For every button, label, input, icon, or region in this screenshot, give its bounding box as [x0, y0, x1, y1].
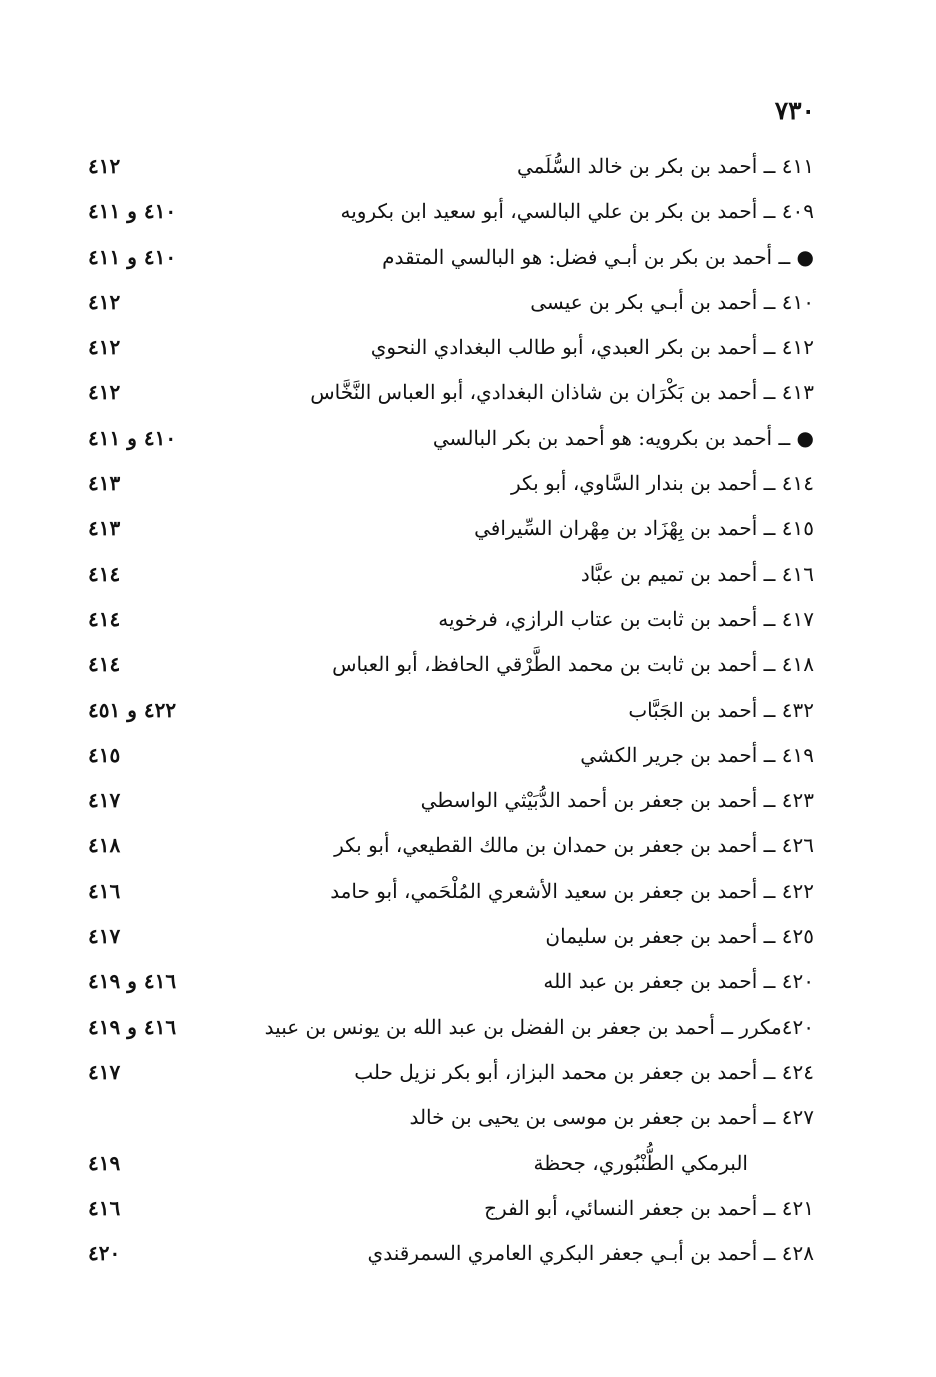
entry-page-refs: ٤١٠ و ٤١١: [88, 244, 177, 269]
index-entry-row: [0, 644, 936, 689]
index-entry-row: [0, 554, 936, 599]
entry-name: ٤٢٢ ــ أحمد بن جعفر بن سعيد الأشعري المُلْحَمي، أبو حامد: [330, 878, 814, 903]
index-entry-row: [0, 372, 936, 417]
index-entry-row: [0, 780, 936, 825]
entry-page-refs: ٤١٣: [88, 516, 121, 541]
entry-name: ٤١٧ ــ أحمد بن ثابت بن عتاب الرازي، فرخويه: [438, 606, 814, 631]
entry-name: ٤٣٢ ــ أحمد بن الجَبَّاب: [628, 697, 814, 722]
entry-page-refs: ٤١٤: [88, 606, 121, 631]
entry-page-refs: ٤١٥: [88, 742, 121, 767]
entry-name: ٤١٢ ــ أحمد بن بكر العبدي، أبو طالب البغدادي النحوي: [370, 335, 814, 360]
entry-page-refs: ٤١٢: [88, 335, 121, 360]
index-entry-row: [0, 1233, 936, 1278]
entry-name: ٤٢٨ ــ أحمد بن أبـي جعفر البكري العامري السمرقندي: [367, 1241, 814, 1266]
entry-name: ٤١٠ ــ أحمد بن أبـي بكر بن عيسى: [530, 289, 814, 314]
entry-page-refs: ٤١٢: [88, 380, 121, 405]
index-entry-row: [0, 599, 936, 644]
entry-page-refs: ٤١٦: [88, 1195, 121, 1220]
entry-page-refs: ٤١٨: [88, 833, 121, 858]
entry-page-refs: ٤١٦: [88, 878, 121, 903]
index-entry-row: [0, 146, 936, 191]
entry-name: ٤١٥ ــ أحمد بن بِهْزَاد بن مِهْران السِّيرافي: [474, 516, 814, 541]
index-entry-row: [0, 871, 936, 916]
index-entry-row: [0, 327, 936, 372]
entry-name: ٤٠٩ ــ أحمد بن بكر بن علي البالسي، أبو سعيد ابن بكرويه: [340, 199, 814, 224]
entry-name: ٤١٨ ــ أحمد بن ثابت بن محمد الطَّرْقي الحافظ، أبو العباس: [332, 652, 814, 677]
index-entry-row: [0, 1007, 936, 1052]
entry-name: ٤٢٠مكرر ــ أحمد بن جعفر بن الفضل بن عبد الله بن يونس بن عبيد: [264, 1014, 814, 1039]
index-entry-row: [0, 961, 936, 1006]
index-entry-row: [0, 1143, 936, 1188]
index-entry-row: [0, 463, 936, 508]
index-entry-row: [0, 282, 936, 327]
entry-name: ٤٢٠ ــ أحمد بن جعفر بن عبد الله: [543, 969, 814, 994]
index-entry-row: [0, 191, 936, 236]
entry-name: ٤١٤ ــ أحمد بن بندار السَّاوي، أبو بكر: [511, 471, 814, 496]
entry-name: ● ــ أحمد بن بكرويه: هو أحمد بن بكر البالسي: [432, 425, 814, 450]
entry-name: ٤٢١ ــ أحمد بن جعفر النسائي، أبو الفرج: [484, 1195, 814, 1220]
entry-name: ٤١٣ ــ أحمد بن بَكْرَان بن شاذان البغدادي، أبو العباس النَّخَّاس: [310, 380, 814, 405]
index-entry-row: [0, 1188, 936, 1233]
entry-page-refs: ٤١٩: [88, 1150, 121, 1175]
entry-name: ٤٢٦ ــ أحمد بن جعفر بن حمدان بن مالك القطيعي، أبو بكر: [334, 833, 814, 858]
entry-page-refs: ٤١٠ و ٤١١: [88, 199, 177, 224]
index-entry-row: [0, 1097, 936, 1142]
index-entry-row: [0, 508, 936, 553]
index-entry-row: [0, 237, 936, 282]
entry-page-refs: ٤١٢: [88, 154, 121, 178]
entry-name: ٤٢٤ ــ أحمد بن جعفر بن محمد البزاز، أبو بكر نزيل حلب: [354, 1059, 814, 1084]
index-entry-row: [0, 825, 936, 870]
index-entry-row: [0, 735, 936, 780]
entry-name: البرمكي الطُّنْبُوري، جحظة: [533, 1150, 748, 1175]
entry-name: ٤٢٧ ــ أحمد بن جعفر بن موسى بن يحيى بن خالد: [409, 1105, 814, 1130]
entry-page-refs: ٤٢٢ و ٤٥١: [88, 697, 177, 722]
entry-page-refs: ٤١٣: [88, 471, 121, 496]
entry-page-refs: ٤١٤: [88, 561, 121, 586]
entry-page-refs: ٤١٤: [88, 652, 121, 677]
entry-name: ٤١١ ــ أحمد بن بكر بن خالد السُّلَمي: [516, 154, 814, 178]
entry-page-refs: ٤١٧: [88, 1059, 121, 1084]
entry-page-refs: ٤١٧: [88, 788, 121, 813]
entry-name: ● ــ أحمد بن بكر بن أبـي فضل: هو البالسي المتقدم: [382, 244, 814, 269]
entry-page-refs: ٤١٠ و ٤١١: [88, 425, 177, 450]
index-entry-row: [0, 916, 936, 961]
index-entries-list: [0, 146, 936, 1278]
entry-page-refs: ٤١٦ و ٤١٩: [88, 1014, 177, 1039]
page-number: ٧٣٠: [774, 96, 815, 125]
index-entry-row: [0, 1052, 936, 1097]
entry-name: ٤١٩ ــ أحمد بن جرير الكشي: [580, 742, 814, 767]
entry-page-refs: ٤١٦ و ٤١٩: [88, 969, 177, 994]
entry-page-refs: ٤١٧: [88, 924, 121, 949]
index-entry-row: [0, 690, 936, 735]
entry-name: ٤١٦ ــ أحمد بن تميم بن عبَّاد: [580, 561, 814, 586]
entry-page-refs: ٤١٢: [88, 289, 121, 314]
entry-page-refs: ٤٢٠: [88, 1241, 121, 1266]
entry-name: ٤٢٥ ــ أحمد بن جعفر بن سليمان: [545, 924, 814, 949]
entry-name: ٤٢٣ ــ أحمد بن جعفر بن أحمد الدُّبَيْثي الواسطي: [420, 788, 814, 813]
index-entry-row: [0, 418, 936, 463]
